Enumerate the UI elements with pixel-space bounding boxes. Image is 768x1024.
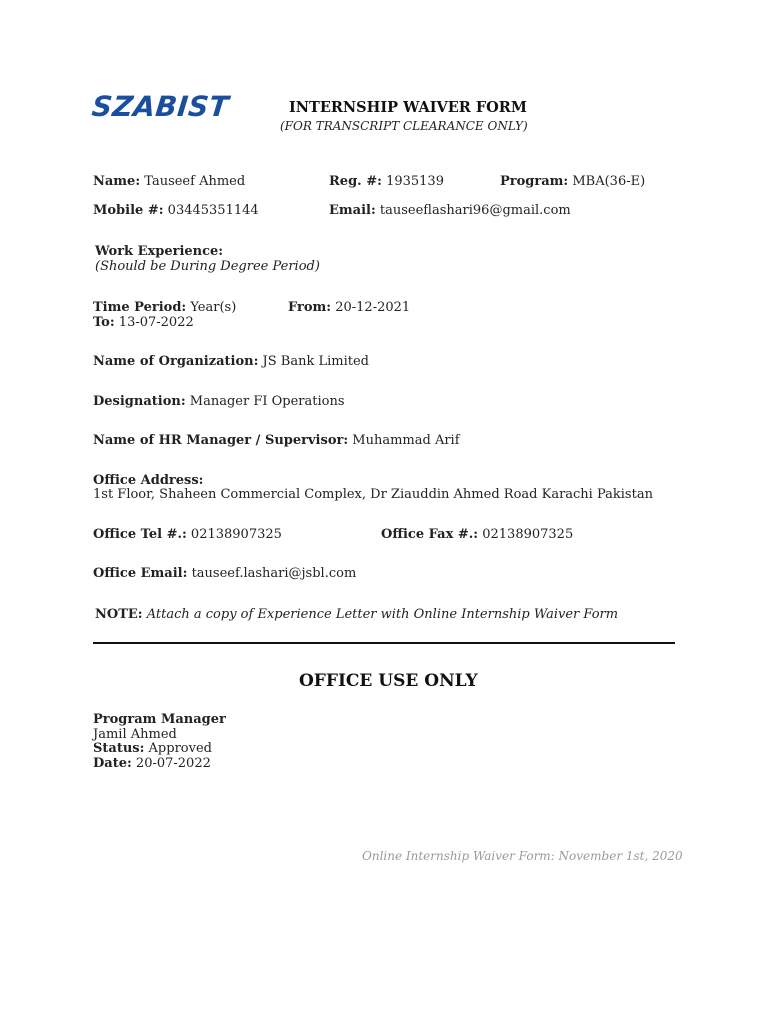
mobile-value: 03445351144 xyxy=(167,203,259,218)
office-email-field xyxy=(93,566,356,581)
to-label: To: xyxy=(93,315,115,330)
office-use-title: OFFICE USE ONLY xyxy=(299,671,478,691)
office-email-value: tauseef.lashari@jsbl.com xyxy=(191,566,357,581)
status-label: Status: xyxy=(93,741,145,756)
time-period-label: Time Period: xyxy=(93,300,187,315)
from-field xyxy=(288,300,410,315)
reg-value: 1935139 xyxy=(386,174,444,189)
date-field xyxy=(93,756,211,771)
organization-label: Name of Organization: xyxy=(93,354,259,369)
to-value: 13-07-2022 xyxy=(118,315,194,330)
date-label: Date: xyxy=(93,756,132,771)
date-value: 20-07-2022 xyxy=(135,756,211,771)
program-value: MBA(36-E) xyxy=(572,174,646,189)
reg-label: Reg. #: xyxy=(329,174,382,189)
form-footer: Online Internship Waiver Form: November 1st, 2020 xyxy=(362,849,683,863)
office-fax-label: Office Fax #.: xyxy=(381,527,479,542)
email-label: Email: xyxy=(329,203,376,218)
designation-field xyxy=(93,394,345,409)
hr-manager-field xyxy=(93,433,460,448)
office-fax-value: 02138907325 xyxy=(482,527,574,542)
name-field xyxy=(93,174,245,189)
mobile-field xyxy=(93,203,259,218)
office-address-label: Office Address: xyxy=(93,473,204,488)
note-label: NOTE: xyxy=(95,607,143,622)
from-value: 20-12-2021 xyxy=(335,300,411,315)
to-field xyxy=(93,315,194,330)
szabist-logo: SZABIST xyxy=(90,90,231,123)
reg-field xyxy=(329,174,444,189)
note-text: Attach a copy of Experience Letter with Online Internship Waiver Form xyxy=(146,607,619,622)
office-fax-field xyxy=(381,527,573,542)
office-email-label: Office Email: xyxy=(93,566,188,581)
time-period-value: Year(s) xyxy=(190,300,237,315)
email-field xyxy=(329,203,571,218)
from-label: From: xyxy=(288,300,332,315)
work-experience-note: (Should be During Degree Period) xyxy=(95,259,320,274)
form-subtitle: (FOR TRANSCRIPT CLEARANCE ONLY) xyxy=(280,119,528,133)
work-experience-heading: Work Experience: xyxy=(95,244,224,259)
hr-manager-value: Muhammad Arif xyxy=(352,433,460,448)
program-manager-name: Jamil Ahmed xyxy=(93,727,177,742)
email-value: tauseeflashari96@gmail.com xyxy=(379,203,571,218)
time-period-field xyxy=(93,300,236,315)
organization-field xyxy=(93,354,369,369)
office-tel-field xyxy=(93,527,282,542)
office-address-value: 1st Floor, Shaheen Commercial Complex, Dr Ziauddin Ahmed Road Karachi Pakistan xyxy=(93,487,653,502)
designation-label: Designation: xyxy=(93,394,186,409)
name-value: Tauseef Ahmed xyxy=(144,174,246,189)
name-label: Name: xyxy=(93,174,141,189)
status-value: Approved xyxy=(148,741,212,756)
form-title: INTERNSHIP WAIVER FORM xyxy=(289,99,527,116)
designation-value: Manager FI Operations xyxy=(189,394,345,409)
office-tel-label: Office Tel #.: xyxy=(93,527,187,542)
hr-manager-label: Name of HR Manager / Supervisor: xyxy=(93,433,349,448)
program-field xyxy=(500,174,645,189)
mobile-label: Mobile #: xyxy=(93,203,164,218)
section-divider xyxy=(93,642,675,644)
program-label: Program: xyxy=(500,174,569,189)
office-tel-value: 02138907325 xyxy=(190,527,282,542)
organization-value: JS Bank Limited xyxy=(262,354,369,369)
status-field xyxy=(93,741,212,756)
program-manager-label: Program Manager xyxy=(93,712,226,727)
attachment-note xyxy=(95,607,618,622)
